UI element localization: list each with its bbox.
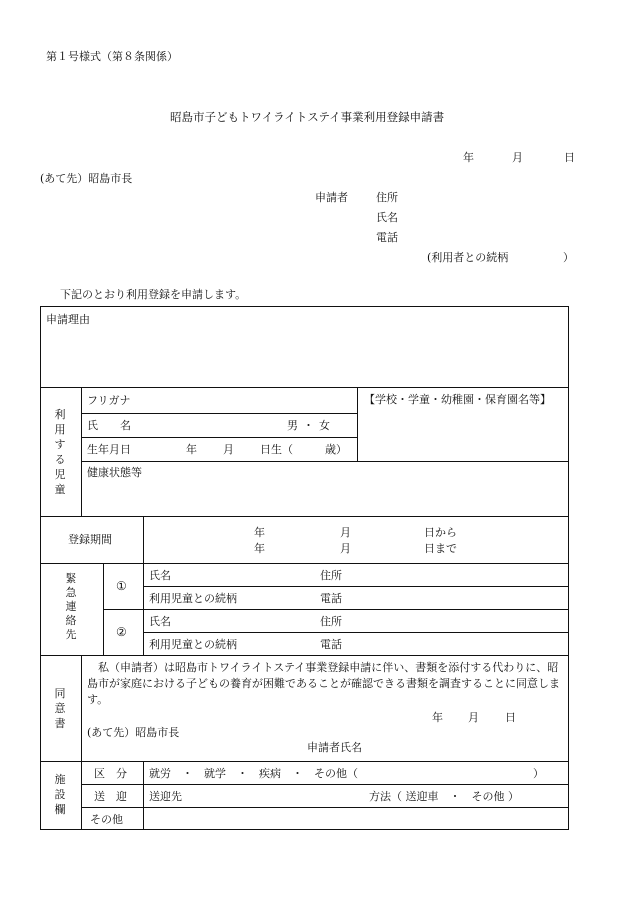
gender-male: 男 — [287, 419, 298, 432]
contact-2-phone-label: 電話 — [320, 638, 342, 651]
contact-2-name-label: 氏名 — [149, 615, 171, 628]
contact-1-address-label: 住所 — [320, 569, 342, 582]
category-options: 就労 ・ 就学 ・ 疾病 ・ その他（ — [149, 767, 358, 780]
period-end-month: 月 — [340, 542, 351, 555]
category-label: 区 分 — [94, 767, 127, 780]
contact-2-address-label: 住所 — [320, 615, 342, 628]
contact-2-number: ② — [116, 625, 127, 639]
dob-label: 生年月日 — [87, 443, 131, 456]
period-start-year: 年 — [254, 526, 265, 539]
transport-method: 方法（ 送迎車 ・ その他 ） — [369, 790, 519, 803]
category-close: ） — [533, 767, 544, 780]
addressee: (あて先）昭島市長 — [40, 172, 133, 185]
intro-text: 下記のとおり利用登録を申請します。 — [60, 288, 247, 301]
gender-dot: ・ — [303, 419, 314, 432]
transport-label: 送 迎 — [94, 790, 127, 803]
emergency-section-label: 緊 急 連 絡 先 — [65, 572, 77, 641]
form-number: 第１号様式（第８条関係） — [46, 50, 178, 63]
child-section-label: 利 用 す る 児 童 — [54, 408, 66, 496]
period-to: 日まで — [424, 542, 457, 555]
consent-month: 月 — [468, 711, 479, 724]
health-label: 健康状態等 — [87, 466, 142, 479]
date-day-label: 日 — [564, 151, 575, 164]
contact-1-name-label: 氏名 — [149, 569, 171, 582]
applicant-phone-label: 電話 — [376, 231, 398, 244]
applicant-address-label: 住所 — [376, 191, 398, 204]
period-label: 登録期間 — [68, 533, 112, 546]
dob-age: 歳） — [325, 443, 347, 456]
child-name-label: 氏 名 — [87, 419, 131, 432]
date-year-label: 年 — [463, 151, 474, 164]
relation-label: (利用者との続柄 — [427, 251, 509, 264]
form-title: 昭島市子どもトワイライトステイ事業利用登録申請書 — [170, 110, 445, 124]
dob-year: 年 — [186, 443, 197, 456]
contact-1-relation-label: 利用児童との続柄 — [149, 592, 237, 605]
dob-day: 日生（ — [260, 443, 293, 456]
consent-day: 日 — [505, 711, 516, 724]
transport-destination-label: 送迎先 — [149, 790, 182, 803]
contact-2-relation-label: 利用児童との続柄 — [149, 638, 237, 651]
other-label: その他 — [90, 813, 123, 826]
contact-1-phone-label: 電話 — [320, 592, 342, 605]
consent-year: 年 — [432, 711, 443, 724]
date-month-label: 月 — [512, 151, 523, 164]
furigana-label: フリガナ — [87, 394, 131, 407]
school-label: 【学校・学童・幼稚園・保育園名等】 — [364, 393, 551, 406]
facility-section-label: 施 設 欄 — [54, 773, 66, 816]
relation-close: ） — [563, 251, 574, 264]
applicant-label: 申請者 — [315, 191, 348, 204]
period-end-year: 年 — [254, 542, 265, 555]
period-from: 日から — [424, 526, 457, 539]
period-start-month: 月 — [340, 526, 351, 539]
reason-label: 申請理由 — [46, 313, 90, 326]
applicant-name-label: 氏名 — [376, 211, 398, 224]
consent-section-label: 同 意 書 — [54, 687, 66, 730]
gender-female: 女 — [319, 419, 330, 432]
consent-text: 私（申請者）は昭島市トワイライトステイ事業登録申請に伴い、書類を添付する代わりに、昭島市が家庭における子どもの養育が困難であることが確認できる書類を調査することに同意します。 — [87, 661, 560, 706]
consent-signer-label: 申請者氏名 — [307, 741, 362, 754]
dob-month: 月 — [223, 443, 234, 456]
consent-addressee: (あて先）昭島市長 — [87, 726, 180, 739]
contact-1-number: ① — [116, 579, 127, 593]
